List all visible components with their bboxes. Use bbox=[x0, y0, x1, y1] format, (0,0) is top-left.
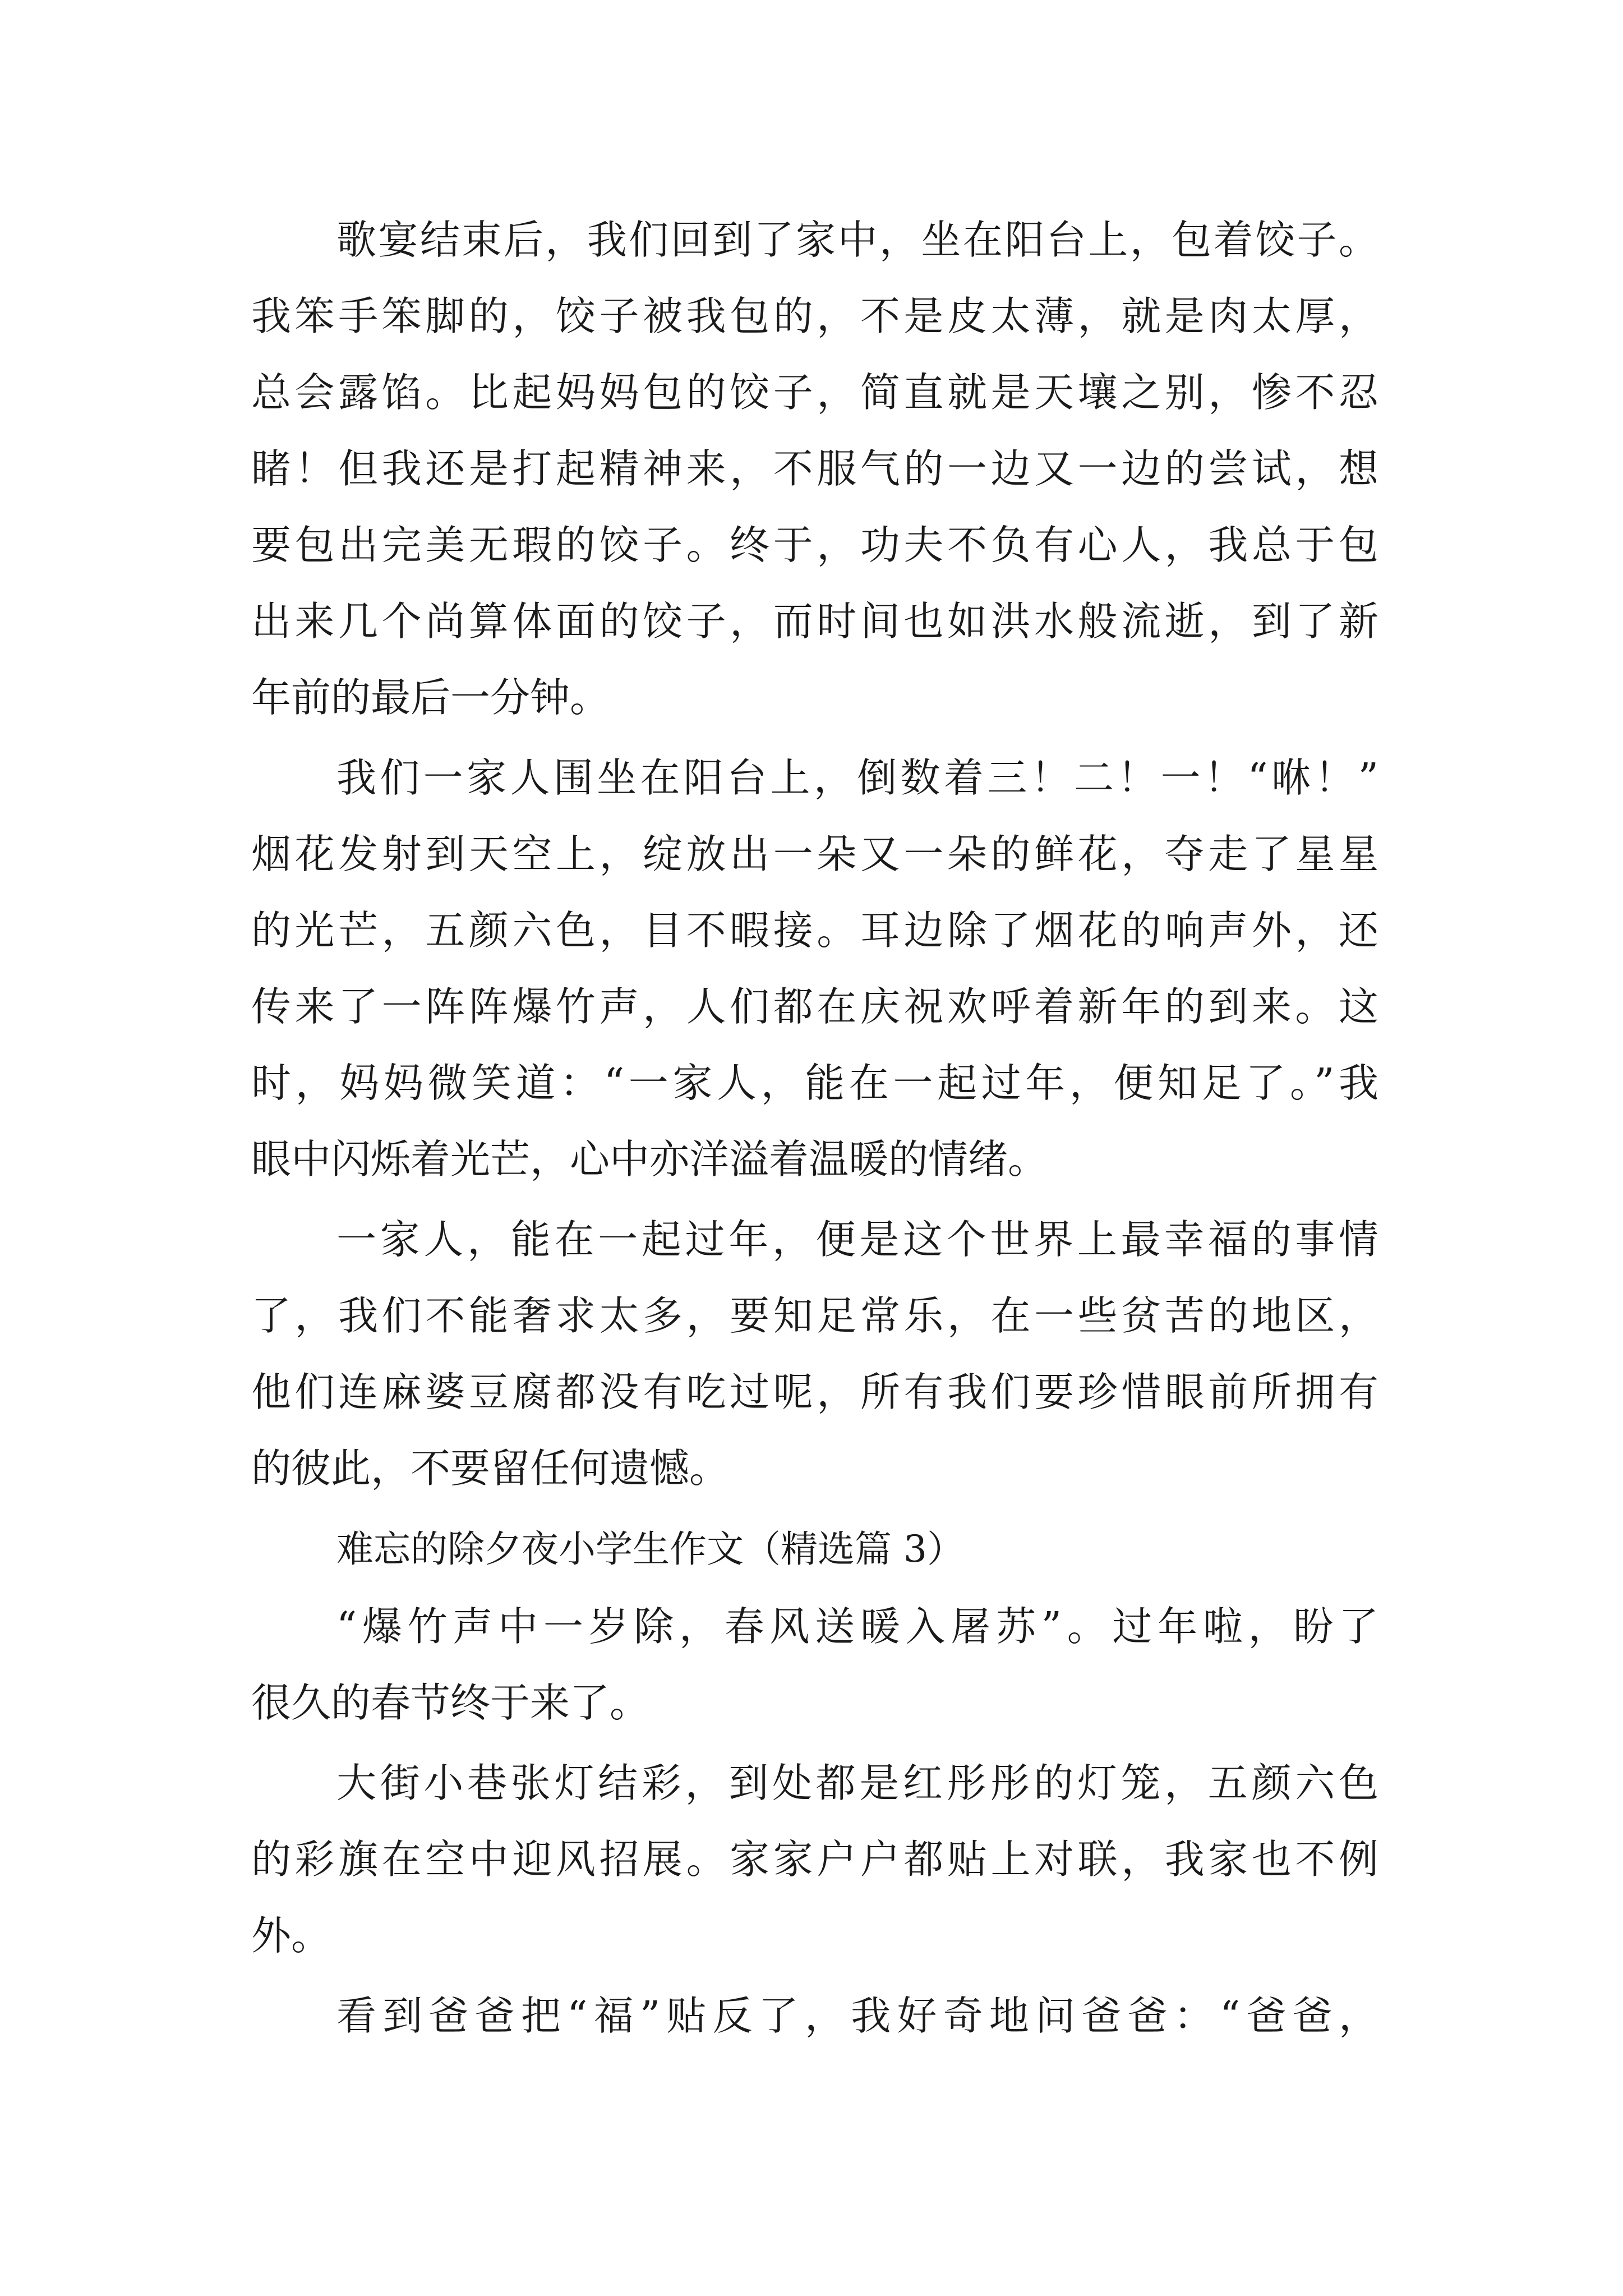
text-line: 一家人，能在一起过年，便是这个世界上最幸福的事情 bbox=[336, 1216, 1378, 1263]
text-line: 的彩旗在空中迎风招展。家家户户都贴上对联，我家也不例 bbox=[251, 1836, 1378, 1883]
text-line: 他们连麻婆豆腐都没有吃过呢，所有我们要珍惜眼前所拥有 bbox=[251, 1369, 1378, 1415]
text-line: 了，我们不能奢求太多，要知足常乐，在一些贫苦的地区， bbox=[251, 1292, 1378, 1339]
text-line: 出来几个尚算体面的饺子，而时间也如洪水般流逝，到了新 bbox=[251, 598, 1378, 645]
text-line: 外。 bbox=[251, 1912, 331, 1959]
text-line: 我们一家人围坐在阳台上，倒数着三！二！一！“咻！” bbox=[336, 754, 1378, 801]
text-line: 的彼此，不要留任何遗憾。 bbox=[251, 1445, 730, 1492]
text-line: 年前的最后一分钟。 bbox=[251, 674, 610, 721]
text-line: 要包出完美无瑕的饺子。终于，功夫不负有心人，我总于包 bbox=[251, 522, 1378, 568]
text-line: 时，妈妈微笑道：“一家人，能在一起过年，便知足了。”我 bbox=[251, 1060, 1378, 1106]
text-line: 难忘的除夕夜小学生作文（精选篇 3） bbox=[336, 1527, 964, 1571]
text-line: 我笨手笨脚的，饺子被我包的，不是皮太薄，就是肉太厚， bbox=[251, 293, 1378, 339]
text-line: 总会露馅。比起妈妈包的饺子，简直就是天壤之别，惨不忍 bbox=[251, 369, 1378, 416]
text-line: 睹！但我还是打起精神来，不服气的一边又一边的尝试，想 bbox=[251, 445, 1378, 492]
text-line: 的光芒，五颜六色，目不暇接。耳边除了烟花的响声外，还 bbox=[251, 907, 1378, 954]
text-line: 传来了一阵阵爆竹声，人们都在庆祝欢呼着新年的到来。这 bbox=[251, 983, 1378, 1030]
text-line: 大街小巷张灯结彩，到处都是红彤彤的灯笼，五颜六色 bbox=[336, 1760, 1378, 1806]
text-line: 眼中闪烁着光芒，心中亦洋溢着温暖的情绪。 bbox=[251, 1136, 1048, 1182]
text-line: 看到爸爸把“福”贴反了，我好奇地问爸爸：“爸爸， bbox=[336, 1993, 1378, 2039]
text-line: 烟花发射到天空上，绽放出一朵又一朵的鲜花，夺走了星星 bbox=[251, 831, 1378, 877]
text-line: 歌宴结束后，我们回到了家中，坐在阳台上，包着饺子。 bbox=[336, 217, 1378, 263]
text-line: “爆竹声中一岁除，春风送暖入屠苏”。过年啦，盼了 bbox=[336, 1603, 1378, 1650]
text-line: 很久的春节终于来了。 bbox=[251, 1680, 650, 1726]
